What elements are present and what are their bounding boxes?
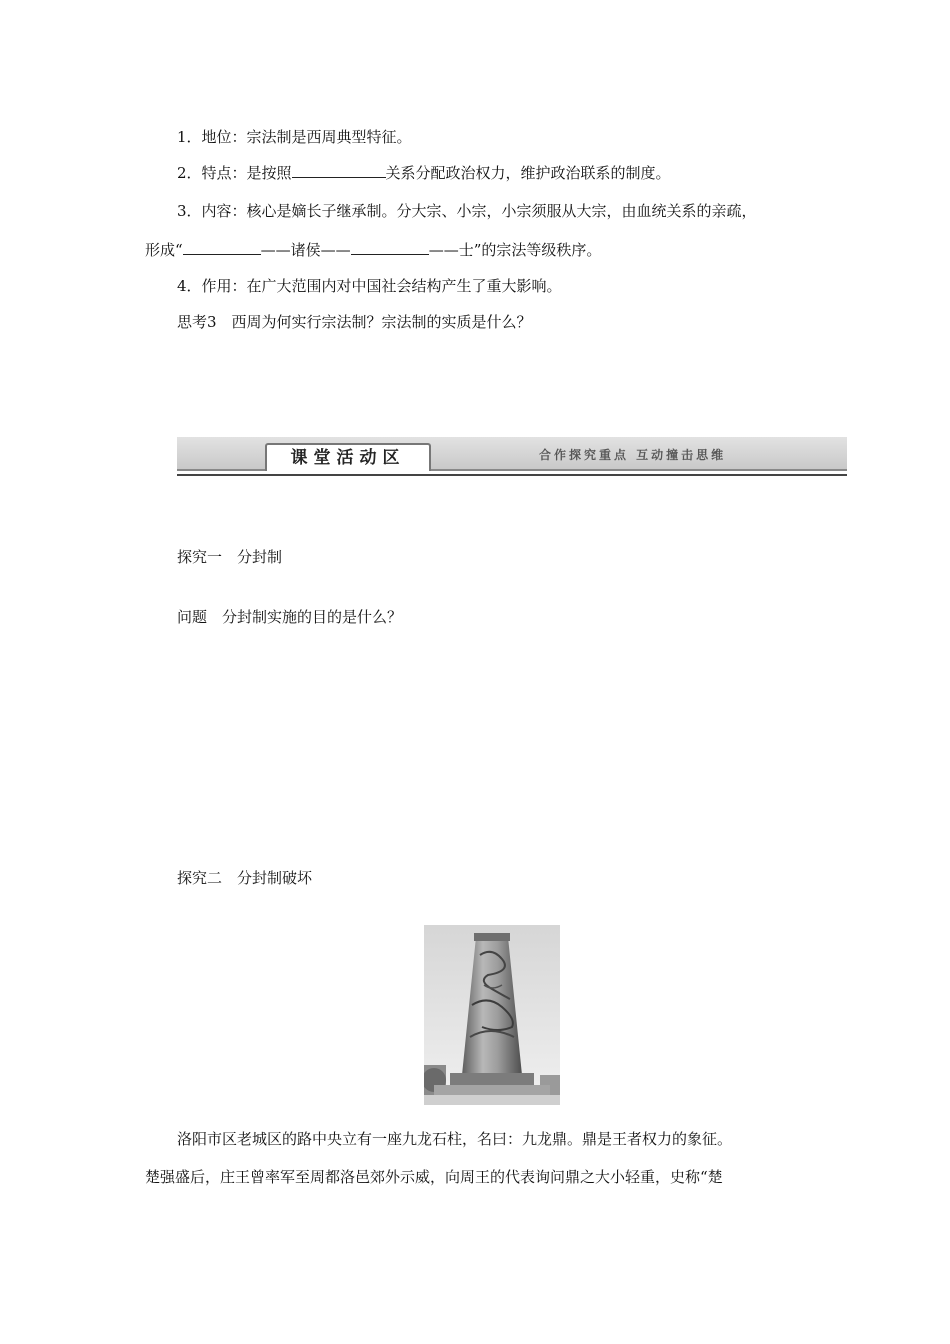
fill-blank — [292, 163, 386, 178]
section-banner — [177, 437, 847, 479]
section-2-paragraph-line-1: 洛阳市区老城区的路中央立有一座九龙石柱，名曰：九龙鼎。鼎是王者权力的象征。 — [177, 1130, 733, 1148]
point-2 — [177, 163, 671, 183]
nine-dragon-pillar-photo — [424, 925, 560, 1105]
point-3: 3．内容：核心是嫡长子继承制。分大宗、小宗，小宗须服从大宗，由血统关系的亲疏， — [177, 202, 757, 220]
fill-blank — [183, 240, 261, 255]
point-2-suffix: 关系分配政治权力，维护政治联系的制度。 — [385, 164, 671, 182]
section-1-heading: 探究一 分封制 — [177, 548, 283, 566]
section-1-question: 问题 分封制实施的目的是什么？ — [177, 608, 403, 626]
section-2-paragraph-line-2: 楚强盛后，庄王曾率军至周都洛邑郊外示威，向周王的代表询问鼎之大小轻重，史称“楚 — [145, 1168, 723, 1186]
point-4: 4．作用：在广大范围内对中国社会结构产生了重大影响。 — [177, 277, 562, 295]
banner-title: 课堂活动区 — [265, 443, 431, 471]
point-1: 1．地位：宗法制是西周典型特征。 — [177, 128, 412, 146]
banner-divider — [177, 474, 847, 476]
banner-subtitle: 合作探究重点 互动撞击思维 — [539, 448, 727, 462]
point-3-part-c: ——士”的宗法等级秩序。 — [428, 241, 602, 259]
fill-blank — [351, 240, 429, 255]
point-3-continued — [145, 240, 601, 260]
point-3-part-a: 形成“ — [145, 241, 183, 259]
point-2-prefix: 2．特点：是按照 — [177, 164, 292, 182]
section-2-heading: 探究二 分封制破坏 — [177, 869, 313, 887]
point-3-part-b: ——诸侯—— — [260, 241, 351, 259]
think-question-3: 思考3 西周为何实行宗法制？宗法制的实质是什么？ — [177, 313, 532, 331]
